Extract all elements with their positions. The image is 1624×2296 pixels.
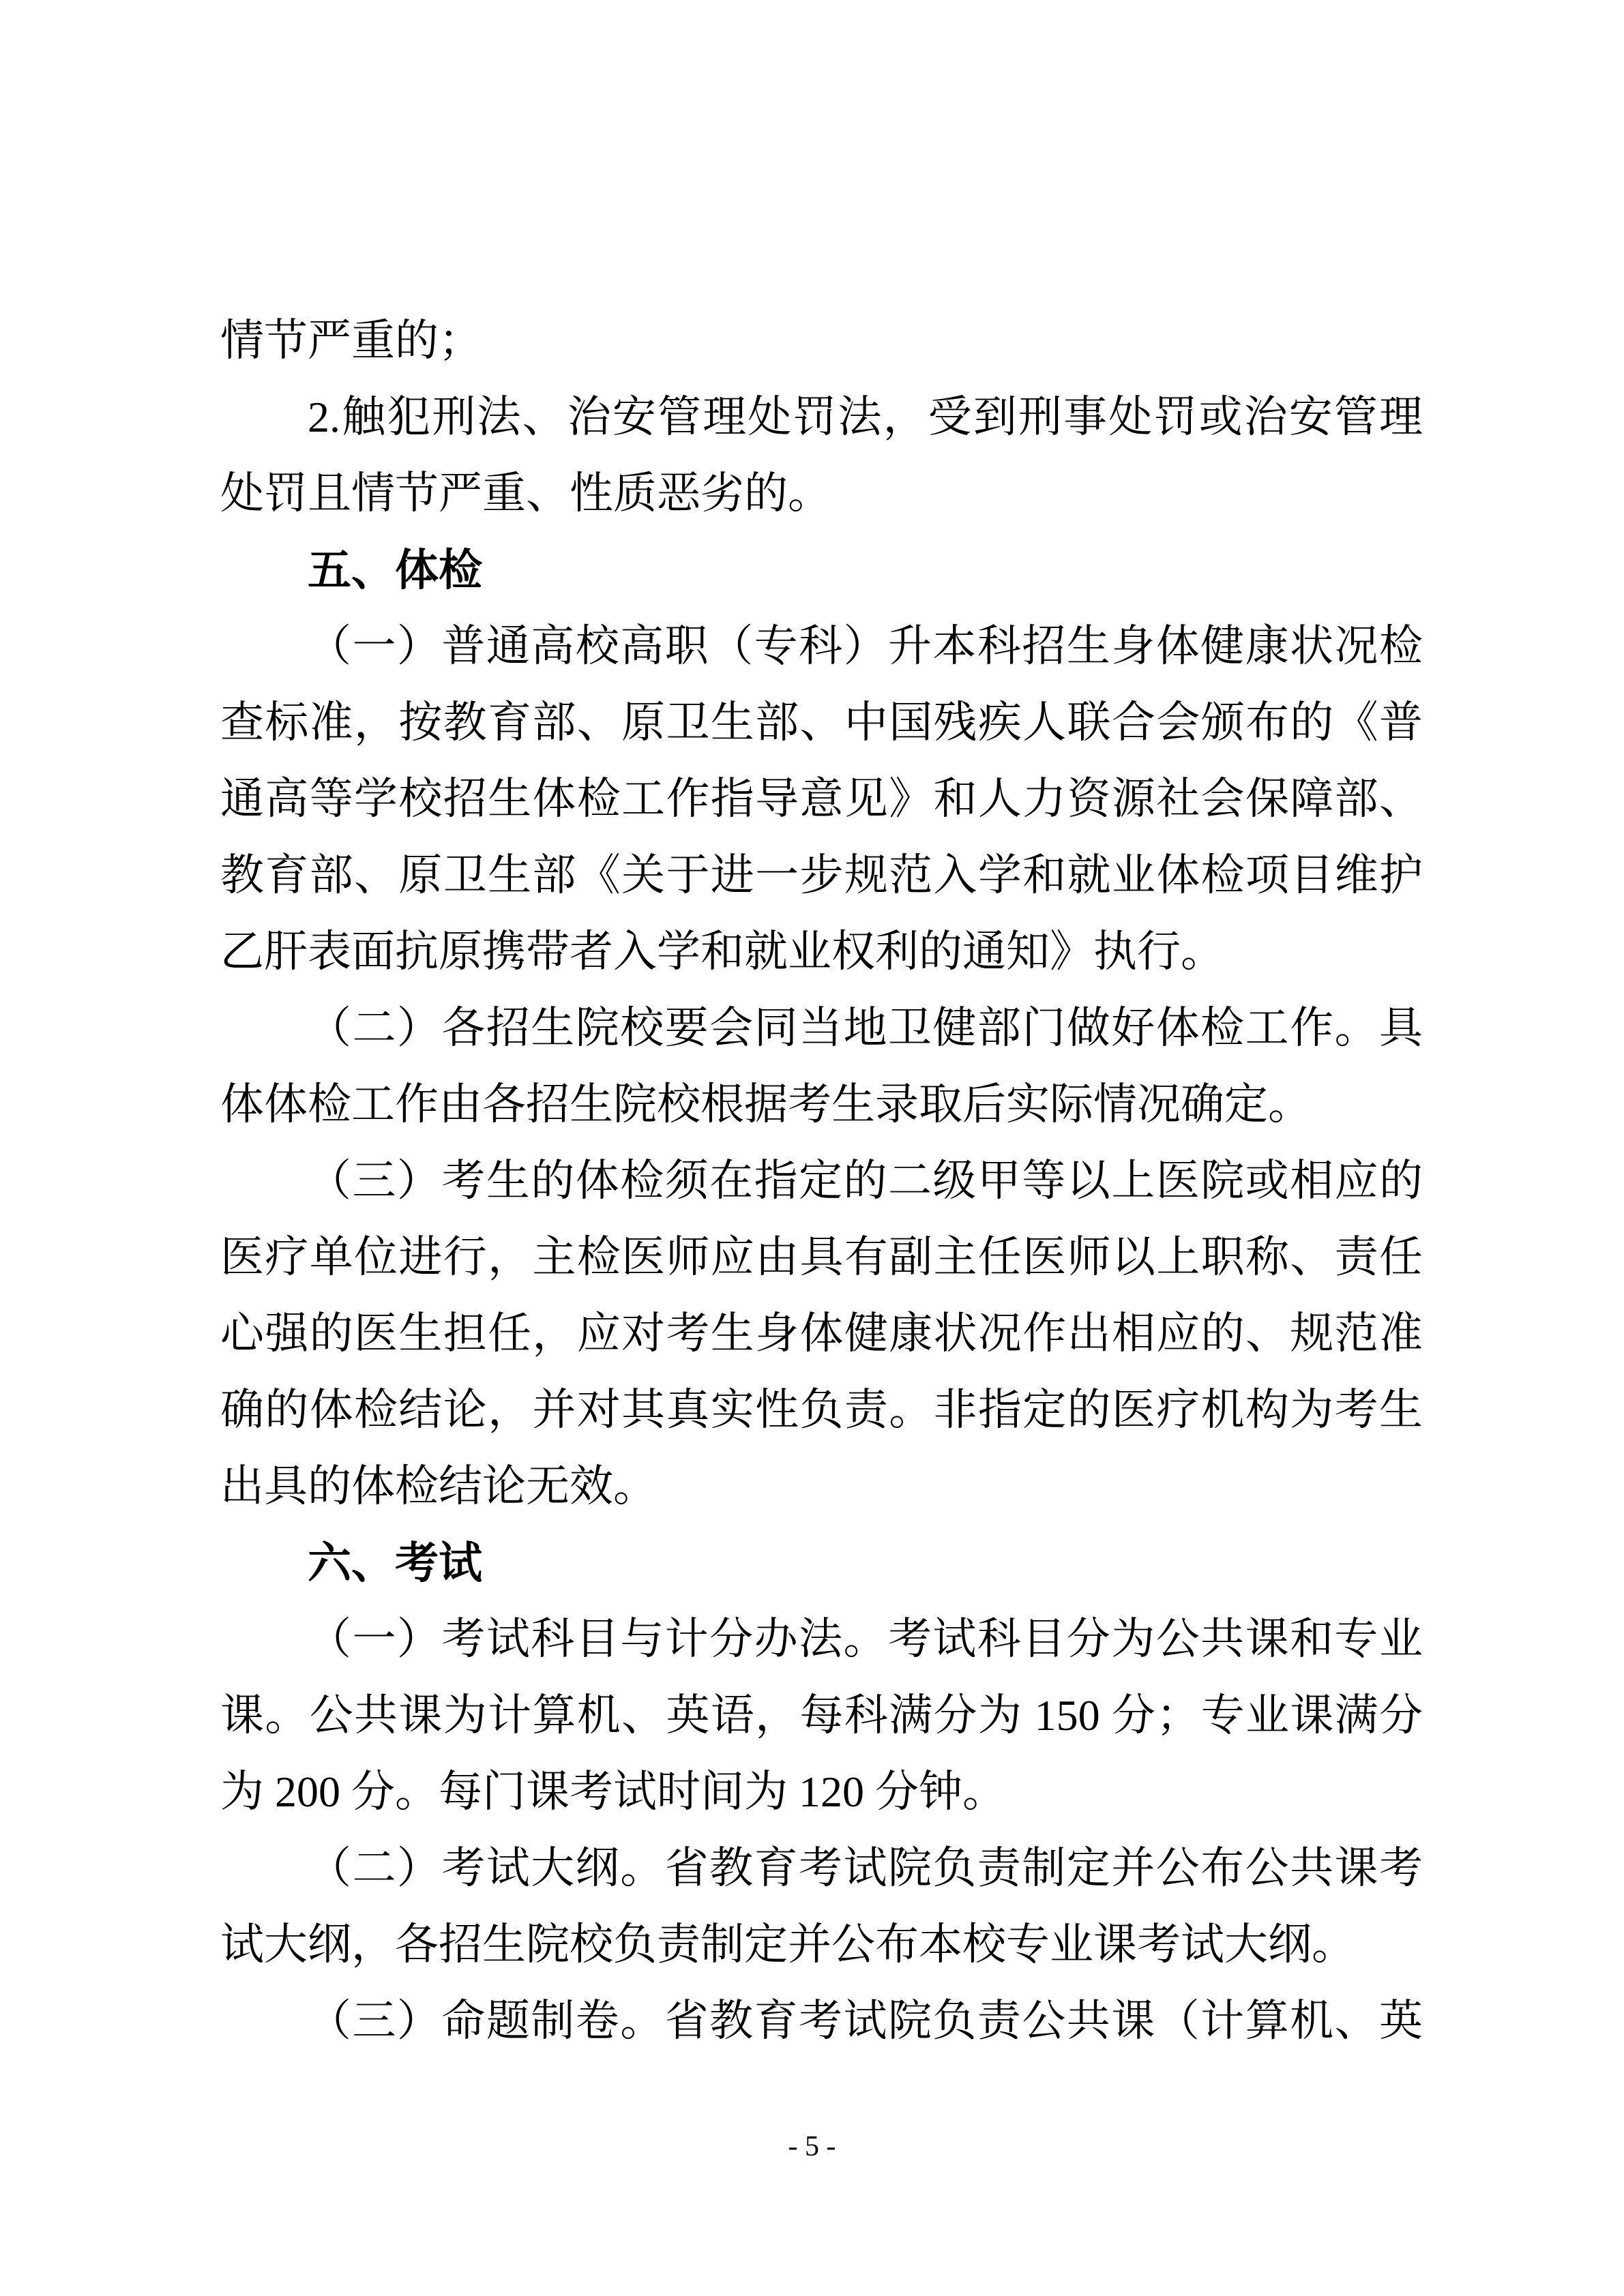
document-line: 试大纲，各招生院校负责制定并公布本校专业课考试大纲。 — [220, 1920, 1355, 1969]
document-line: （三）命题制卷。省教育考试院负责公共课（计算机、英 — [308, 1997, 1423, 2045]
section-heading: 六、考试 — [308, 1538, 482, 1587]
page-footer — [0, 2126, 1624, 2167]
document-line: 为 200 分。每门课考试时间为 120 分钟。 — [220, 1768, 1006, 1816]
document-line: （一）普通高校高职（专科）升本科招生身体健康状况检 — [308, 622, 1423, 670]
document-line: 教育部、原卫生部《关于进一步规范入学和就业体检项目维护 — [220, 851, 1423, 899]
document-line: 通高等学校招生体检工作指导意见》和人力资源社会保障部、 — [220, 775, 1423, 823]
document-line: 2.触犯刑法、治安管理处罚法，受到刑事处罚或治安管理 — [308, 393, 1423, 441]
document-line: 体体检工作由各招生院校根据考生录取后实际情况确定。 — [220, 1080, 1312, 1129]
document-line: 医疗单位进行，主检医师应由具有副主任医师以上职称、责任 — [220, 1233, 1423, 1281]
section-heading: 五、体检 — [308, 546, 482, 595]
document-line: 乙肝表面抗原携带者入学和就业权利的通知》执行。 — [220, 927, 1224, 976]
page-number: - 5 - — [788, 2131, 836, 2162]
document-line: （一）考试科目与计分办法。考试科目分为公共课和专业 — [308, 1615, 1423, 1663]
document-line: 出具的体检结论无效。 — [220, 1462, 657, 1510]
document-line: 心强的医生担任，应对考生身体健康状况作出相应的、规范准 — [220, 1309, 1423, 1358]
document-line: 确的体检结论，并对其真实性负责。非指定的医疗机构为考生 — [220, 1386, 1423, 1434]
document-line: 课。公共课为计算机、英语，每科满分为 150 分；专业课满分 — [220, 1691, 1423, 1740]
document-line: 情节严重的； — [220, 316, 482, 365]
document-line: （二）各招生院校要会同当地卫健部门做好体检工作。具 — [308, 1004, 1423, 1052]
document-line: （二）考试大纲。省教育考试院负责制定并公布公共课考 — [308, 1844, 1423, 1892]
document-body — [220, 303, 1423, 2059]
document-line: （三）考生的体检须在指定的二级甲等以上医院或相应的 — [308, 1157, 1423, 1205]
document-line: 处罚且情节严重、性质恶劣的。 — [220, 469, 831, 518]
document-line: 查标准，按教育部、原卫生部、中国残疾人联合会颁布的《普 — [220, 698, 1423, 747]
